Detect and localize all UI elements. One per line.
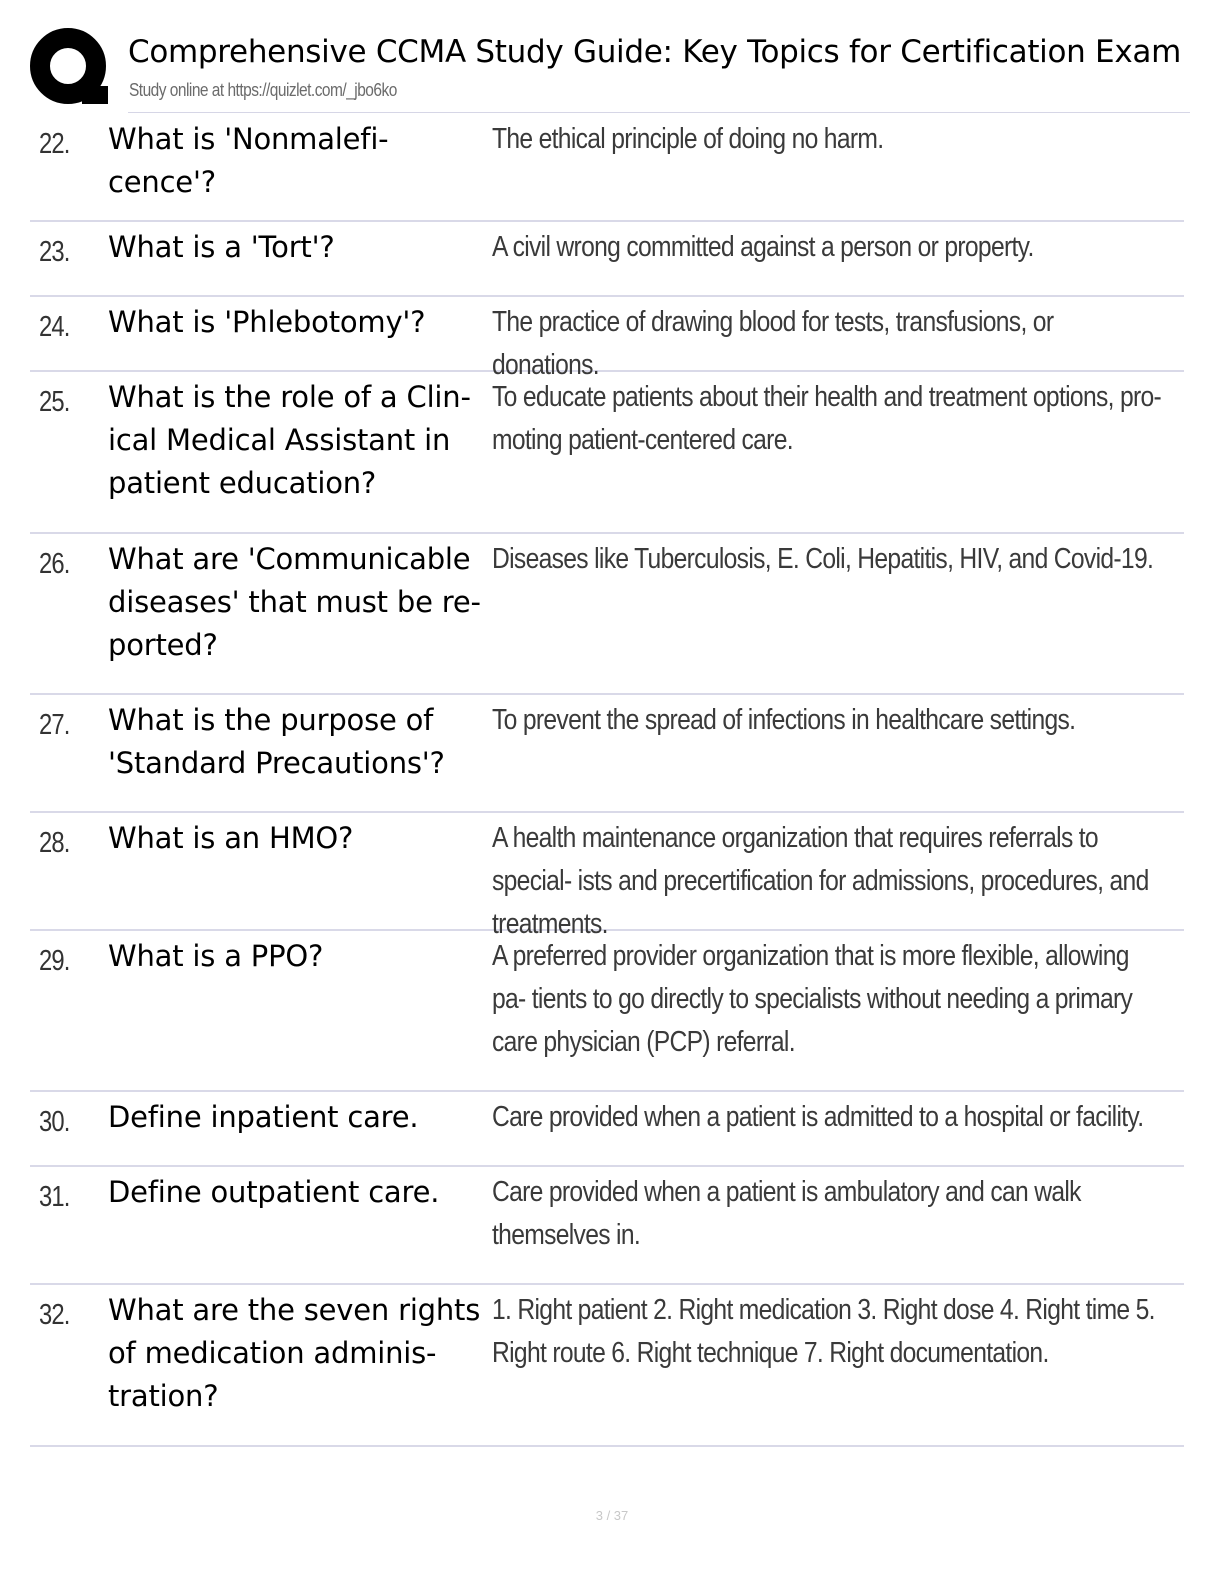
card-number: 30.	[39, 1106, 70, 1138]
card-definition: The practice of drawing blood for tests, transfusions, or donations.	[492, 306, 1054, 381]
flashcard-row	[30, 1092, 1184, 1167]
card-term: What is a PPO?	[108, 939, 324, 973]
header-divider	[128, 112, 1190, 113]
flashcard-list	[30, 114, 1184, 1447]
flashcard-row	[30, 297, 1184, 381]
card-term: What is the role of a Clin- ical Medical Assistant in patient education?	[108, 380, 471, 500]
card-number: 29.	[39, 945, 70, 977]
card-definition: 1. Right patient 2. Right medication 3. Right dose 4. Right time 5. Right route 6. Right technique 7. Right documentation.	[492, 1294, 1155, 1369]
card-number: 23.	[39, 236, 70, 268]
card-term: What are the seven rights of medication adminis- tration?	[108, 1293, 481, 1413]
flashcard-row	[30, 534, 1184, 695]
card-term: Define outpatient care.	[108, 1175, 440, 1209]
flashcard-row	[30, 695, 1184, 813]
card-definition: Care provided when a patient is admitted to a hospital or facility.	[492, 1101, 1144, 1133]
card-term: What is 'Nonmalefi- cence'?	[108, 122, 389, 199]
study-online-link[interactable]: Study online at https://quizlet.com/_jbo6ko	[129, 80, 397, 100]
card-term: What is a 'Tort'?	[108, 230, 335, 264]
flashcard-row	[30, 813, 1184, 940]
card-number: 25.	[39, 386, 70, 418]
card-definition: Care provided when a patient is ambulatory and can walk themselves in.	[492, 1176, 1081, 1251]
card-definition: A civil wrong committed against a person or property.	[492, 231, 1034, 263]
card-term: What is an HMO?	[108, 821, 354, 855]
card-number: 24.	[39, 311, 70, 343]
flashcard-row	[30, 1285, 1184, 1447]
flashcard-row	[30, 372, 1184, 534]
card-number: 22.	[39, 128, 70, 160]
card-term: What is the purpose of 'Standard Precautions'?	[108, 703, 445, 780]
card-term: Define inpatient care.	[108, 1100, 419, 1134]
card-definition: To prevent the spread of infections in healthcare settings.	[492, 704, 1076, 736]
card-definition: The ethical principle of doing no harm.	[492, 123, 884, 155]
card-term: What are 'Communicable diseases' that must be re- ported?	[108, 542, 481, 662]
flashcard-row	[30, 1167, 1184, 1285]
card-definition: A preferred provider organization that is more flexible, allowing pa- tients to go directly to specialists without needing a primary care physician (PCP) referral.	[492, 940, 1133, 1058]
card-number: 31.	[39, 1181, 70, 1213]
page-header	[30, 28, 1190, 114]
document-title: Comprehensive CCMA Study Guide: Key Topics for Certification Exam	[128, 34, 1181, 70]
flashcard-row	[30, 931, 1184, 1092]
card-definition: Diseases like Tuberculosis, E. Coli, Hepatitis, HIV, and Covid-19.	[492, 543, 1154, 575]
flashcard-row	[30, 222, 1184, 297]
card-number: 28.	[39, 827, 70, 859]
card-number: 27.	[39, 709, 70, 741]
card-term: What is 'Phlebotomy'?	[108, 305, 426, 339]
card-definition: A health maintenance organization that requires referrals to special- ists and precertification for admissions, procedures, and treatments.	[492, 822, 1149, 940]
quizlet-q-logo-icon	[30, 28, 110, 108]
card-number: 32.	[39, 1299, 70, 1331]
card-definition: To educate patients about their health and treatment options, pro- moting patient-centered care.	[492, 381, 1162, 456]
page-number: 3 / 37	[595, 1508, 629, 1523]
flashcard-row	[30, 114, 1184, 222]
card-number: 26.	[39, 548, 70, 580]
